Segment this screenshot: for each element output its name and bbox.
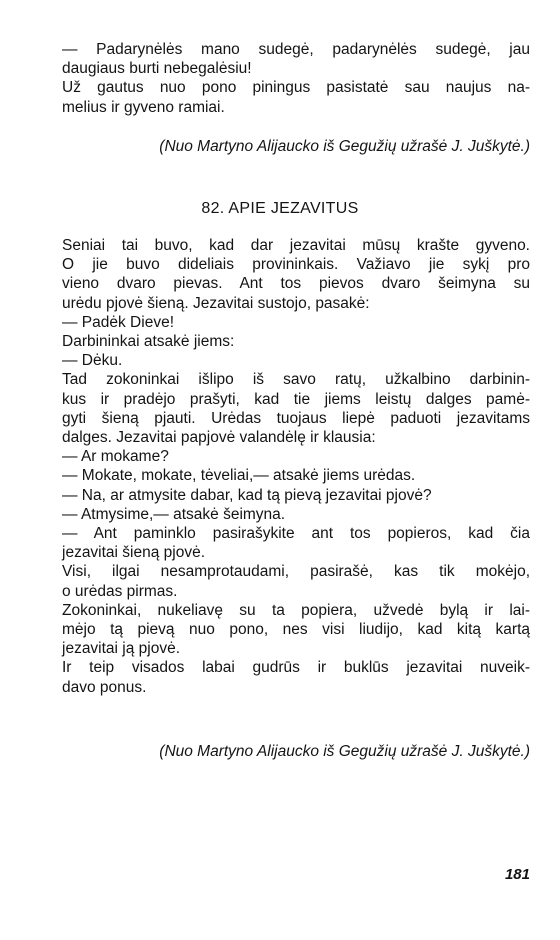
text-line: Už gautus nuo pono piningus pasistatė sau naujus na- bbox=[62, 79, 530, 97]
text-line: — Padarynėlės mano sudegė, padarynėlės sudegė, jau bbox=[62, 41, 530, 58]
paragraph bbox=[62, 524, 530, 562]
paragraph bbox=[62, 78, 530, 116]
paragraph bbox=[62, 332, 530, 351]
text-line: — Atmysime,— atsakė šeimyna. bbox=[62, 505, 286, 523]
paragraph bbox=[62, 466, 530, 485]
text-line: — Dėku. bbox=[62, 352, 123, 370]
text-line: daugiaus burti nebegalėsiu! bbox=[62, 60, 252, 78]
text-line: — Ant paminklo pasirašykite ant tos popieros, kad čia bbox=[62, 525, 530, 543]
paragraph bbox=[62, 658, 530, 696]
paragraph bbox=[62, 505, 530, 524]
story-text bbox=[62, 236, 530, 697]
text-line: Visi, ilgai nesamprotaudami, pasirašė, kas tik mokėjo, bbox=[62, 563, 530, 581]
section-title: 82. APIE JEZAVITUS bbox=[201, 200, 359, 217]
text-line: — Padėk Dieve! bbox=[62, 313, 174, 331]
text-line: vieno dvaro pievas. Ant tos pievos dvaro šeimyna su bbox=[62, 275, 530, 293]
page-number: 181 bbox=[504, 866, 530, 883]
text-line: gyti šieną pjauti. Urėdas tuojaus liepė paduoti jezavitams bbox=[62, 409, 530, 427]
text-line: — Mokate, mokate, tėveliai,— atsakė jiems urėdas. bbox=[62, 467, 416, 485]
text-line: jezavitai ją pjovė. bbox=[62, 640, 181, 658]
paragraph bbox=[62, 447, 530, 466]
paragraph bbox=[62, 370, 530, 447]
text-line: melius ir gyveno ramiai. bbox=[62, 98, 225, 116]
text-line: — Ar mokame? bbox=[62, 448, 169, 466]
text-line: o urėdas pirmas. bbox=[62, 582, 178, 600]
text-line: O jie buvo dideliais provininkais. Važiavo jie sykį pro bbox=[62, 256, 530, 274]
text-line: Darbininkai atsakė jiems: bbox=[62, 333, 235, 351]
text-line: urėdu pjovė šieną. Jezavitai sustojo, pasakė: bbox=[62, 294, 370, 312]
text-line: Seniai tai buvo, kad dar jezavitai mūsų krašte gyveno. bbox=[62, 237, 530, 254]
paragraph bbox=[62, 40, 530, 78]
text-line: kus ir pradėjo prašyti, kad tie jiems leistų dalges pamė- bbox=[62, 390, 530, 408]
paragraph bbox=[62, 486, 530, 505]
text-line: mėjo tą pievą nuo pono, nes visi liudijo, kad kitą kartą bbox=[62, 621, 530, 639]
source-note-1: (Nuo Martyno Alijaucko iš Gegužių užrašė J. Juškytė.) bbox=[159, 138, 530, 155]
paragraph bbox=[62, 601, 530, 659]
source-note-2: (Nuo Martyno Alijaucko iš Gegužių užrašė J. Juškytė.) bbox=[159, 743, 530, 760]
text-line: Tad zokoninkai išlipo iš savo ratų, užkalbino darbinin- bbox=[62, 371, 530, 389]
text-line: dalges. Jezavitai papjovė valandėlę ir klausia: bbox=[62, 429, 376, 447]
paragraph bbox=[62, 351, 530, 370]
text-line: Ir teip visados labai gudrūs ir buklūs jezavitai nuveik- bbox=[62, 659, 530, 677]
paragraph bbox=[62, 562, 530, 600]
text-line: davo ponus. bbox=[62, 678, 147, 696]
text-line: — Na, ar atmysite dabar, kad tą pievą jezavitai pjovė? bbox=[62, 486, 432, 504]
paragraph bbox=[62, 313, 530, 332]
paragraph bbox=[62, 236, 530, 313]
text-line: jezavitai šieną pjovė. bbox=[62, 544, 206, 562]
preceding-story-ending bbox=[62, 40, 530, 117]
text-line: Zokoninkai, nukeliavę su ta popiera, užvedė bylą ir lai- bbox=[62, 601, 530, 619]
